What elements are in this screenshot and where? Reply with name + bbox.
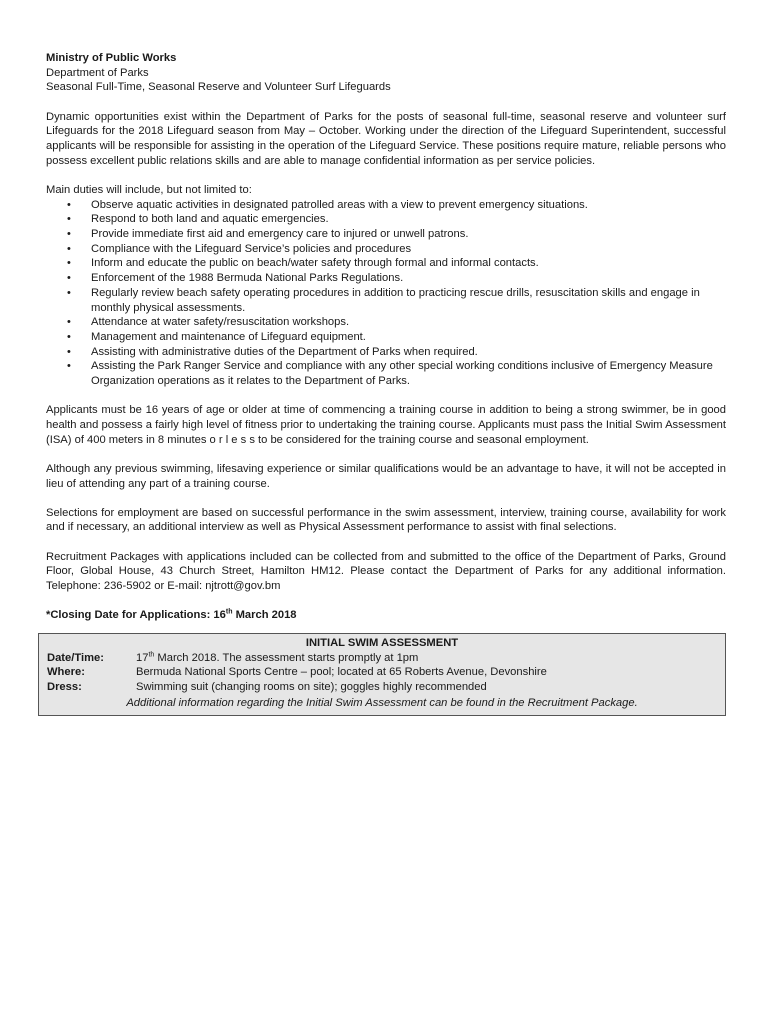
assessment-dress-row [47,680,717,695]
document-page [46,51,726,716]
assessment-where-row [47,665,717,680]
where-value: Bermuda National Sports Centre – pool; located at 65 Roberts Avenue, Devonshire [136,666,547,679]
list-item: • Attendance at water safety/resuscitation workshops. [46,315,726,330]
header [46,51,726,95]
selection-paragraph: Selections for employment are based on successful performance in the swim assessment, interview, training course, availability for work and if necessary, an additional interview as well as Physical Assessment performance to assist with final selections. [46,506,726,534]
date-value: 17th March 2018. The assessment starts promptly at 1pm [136,650,419,664]
dress-value: Swimming suit (changing rooms on site); goggles highly recommended [136,681,487,694]
intro-paragraph: Dynamic opportunities exist within the Department of Parks for the posts of seasonal full-time, seasonal reserve and volunteer surf Lifeguards for the 2018 Lifeguard season from May – October. Working under the direction of the Lifeguard Superintendent, successful applicants will be responsible for assisting in the operation of the Lifeguard Service. These positions require mature, reliable persons who possess excellent public relations skills and are able to manage confidential information as per service policies. [46,110,726,167]
list-item: • Assisting with administrative duties of the Department of Parks when required. [46,345,726,360]
position-title: Seasonal Full-Time, Seasonal Reserve and Volunteer Surf Lifeguards [46,81,391,94]
where-label: Where: [47,666,85,679]
assessment-title: INITIAL SWIM ASSESSMENT [305,637,459,649]
list-item: • Compliance with the Lifeguard Service’s policies and procedures [46,242,726,257]
list-item: • Respond to both land and aquatic emergencies. [46,212,726,227]
packages-paragraph: Recruitment Packages with applications included can be collected from and submitted to the office of the Department of Parks, Ground Floor, Global House, 43 Church Street, Hamilton HM12. Please contact the Department of Parks for any additional information. Telephone: 236-5902 or E-mail: njtrott@gov.bm [46,550,726,593]
assessment-note: Additional information regarding the Initial Swim Assessment can be found in the Recruitment Package. [126,696,638,709]
list-item: • Observe aquatic activities in designated patrolled areas with a view to prevent emergency situations. [46,198,726,213]
department-name: Department of Parks [46,66,149,79]
list-item: • Inform and educate the public on beach/water safety through formal and informal contacts. [46,256,726,271]
swim-assessment-box [38,633,726,716]
list-item: • Provide immediate first aid and emergency care to injured or unwell patrons. [46,227,726,242]
date-label: Date/Time: [47,651,104,664]
requirements-paragraph: Applicants must be 16 years of age or older at time of commencing a training course in addition to being a strong swimmer, be in good health and possess a fairly high level of fitness prior to undertaking the training course. Applicants must pass the Initial Swim Assessment (ISA) of 400 meters in 8 minutes o r l e s s to be considered for the training course and seasonal employment. [46,404,726,446]
list-item: • Regularly review beach safety operating procedures in addition to practicing rescue drills, resuscitation skills and engage in monthly physical assessments. [46,286,726,315]
list-item: • Enforcement of the 1988 Bermuda National Parks Regulations. [46,271,726,286]
experience-paragraph: Although any previous swimming, lifesaving experience or similar qualifications would be an advantage to have, it will not be accepted in lieu of attending any part of a training course. [46,462,726,490]
closing-date: *Closing Date for Applications: 16th March 2018 [46,608,297,622]
ministry-name: Ministry of Public Works [46,52,177,64]
duties-intro: Main duties will include, but not limited to: [46,183,252,196]
duties-list [46,198,726,389]
dress-label: Dress: [47,681,82,694]
list-item: • Assisting the Park Ranger Service and compliance with any other special working conditions inclusive of Emergency Measure Organization operations as it relates to the Department of Parks. [46,359,726,388]
assessment-date-row [47,651,717,666]
list-item: • Management and maintenance of Lifeguard equipment. [46,330,726,345]
